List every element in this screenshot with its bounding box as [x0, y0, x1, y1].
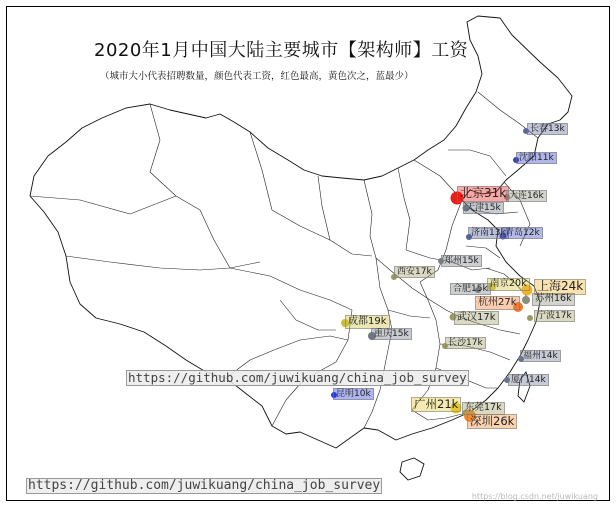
- city-name: 长沙: [448, 338, 467, 348]
- city-label: [345, 315, 390, 329]
- city-salary: 31k: [484, 186, 507, 200]
- city-salary: 10k: [354, 389, 371, 399]
- city-label: [463, 202, 504, 214]
- city-salary: 20k: [509, 278, 527, 289]
- city-label: [532, 293, 575, 306]
- city-salary: 15k: [471, 284, 488, 294]
- city-name: 厦门: [511, 375, 530, 385]
- city-salary: 26k: [493, 414, 515, 428]
- city-dot: [527, 315, 533, 321]
- city-label: [457, 186, 509, 202]
- city-salary: 17k: [415, 267, 432, 277]
- city-name: 南京: [490, 278, 510, 289]
- city-salary: 13k: [548, 124, 565, 134]
- city-name: 昆明: [336, 389, 355, 399]
- city-salary: 17k: [484, 402, 502, 413]
- city-salary: 15k: [462, 256, 479, 266]
- city-salary: 13k: [489, 228, 506, 238]
- map-title: 2020年1月中国大陆主要城市【架构师】工资: [94, 40, 469, 61]
- city-label: [467, 414, 517, 429]
- city-name: 重庆: [374, 329, 393, 339]
- city-salary: 16k: [554, 293, 572, 304]
- city-name: 天津: [466, 203, 485, 213]
- city-salary: 14k: [529, 375, 546, 385]
- city-label: [454, 311, 499, 325]
- city-salary: 19k: [368, 316, 387, 327]
- city-salary: 24k: [561, 279, 584, 293]
- city-name: 福州: [523, 351, 542, 361]
- watermark-link-center[interactable]: https://github.com/juwikuang/china_job_survey: [128, 370, 467, 385]
- city-name: 上海: [537, 279, 562, 293]
- map-subtitle: （城市大小代表招聘数量，颜色代表工资，红色最高，黄色次之，蓝最少）: [100, 71, 414, 82]
- city-salary: 11k: [537, 153, 554, 163]
- city-name: 广州: [414, 397, 437, 411]
- city-name: 北京: [460, 186, 485, 200]
- hainan-outline: [400, 458, 424, 480]
- watermark-link-bottom[interactable]: https://github.com/juwikuang/china_job_survey: [28, 478, 381, 493]
- city-salary: 15k: [484, 203, 501, 213]
- city-label: [333, 388, 374, 400]
- city-label: [487, 278, 530, 291]
- city-dot: [522, 296, 530, 304]
- city-salary: 27k: [498, 297, 517, 308]
- city-salary: 21k: [437, 397, 459, 411]
- city-salary: 17k: [555, 311, 572, 321]
- city-name: 合肥: [453, 284, 472, 294]
- city-label: [394, 266, 435, 278]
- city-name: 西安: [397, 267, 416, 277]
- city-name: 沈阳: [519, 153, 538, 163]
- city-salary: 15k: [392, 329, 409, 339]
- city-label: [441, 255, 482, 267]
- city-salary: 17k: [466, 338, 483, 348]
- city-name: 宁波: [537, 311, 556, 321]
- city-name: 武汉: [457, 312, 477, 323]
- city-label: [506, 190, 547, 202]
- city-name: 东莞: [465, 402, 485, 413]
- city-label: [516, 152, 557, 164]
- city-label: [411, 397, 461, 412]
- blog-watermark: https://blog.csdn.net/juwikuang: [471, 492, 598, 501]
- city-label: [502, 227, 543, 239]
- city-name: 长春: [530, 124, 549, 134]
- city-name: 大连: [509, 191, 528, 201]
- city-salary: 12k: [523, 228, 540, 238]
- city-label: [527, 123, 568, 135]
- city-label: [475, 296, 520, 310]
- city-label: [462, 402, 505, 415]
- city-label: [450, 283, 491, 295]
- city-name: 济南: [471, 228, 490, 238]
- city-name: 苏州: [535, 293, 555, 304]
- city-salary: 14k: [541, 351, 558, 361]
- city-label: [445, 337, 486, 349]
- city-name: 郑州: [444, 256, 463, 266]
- city-name: 深圳: [470, 414, 493, 428]
- city-label: [534, 310, 575, 322]
- city-name: 成都: [348, 316, 368, 327]
- city-salary: 16k: [527, 191, 544, 201]
- city-label: [508, 374, 549, 386]
- city-name: 青岛: [505, 228, 524, 238]
- city-label: [520, 350, 561, 362]
- city-label: [371, 328, 412, 340]
- city-salary: 17k: [477, 312, 496, 323]
- city-name: 杭州: [478, 297, 498, 308]
